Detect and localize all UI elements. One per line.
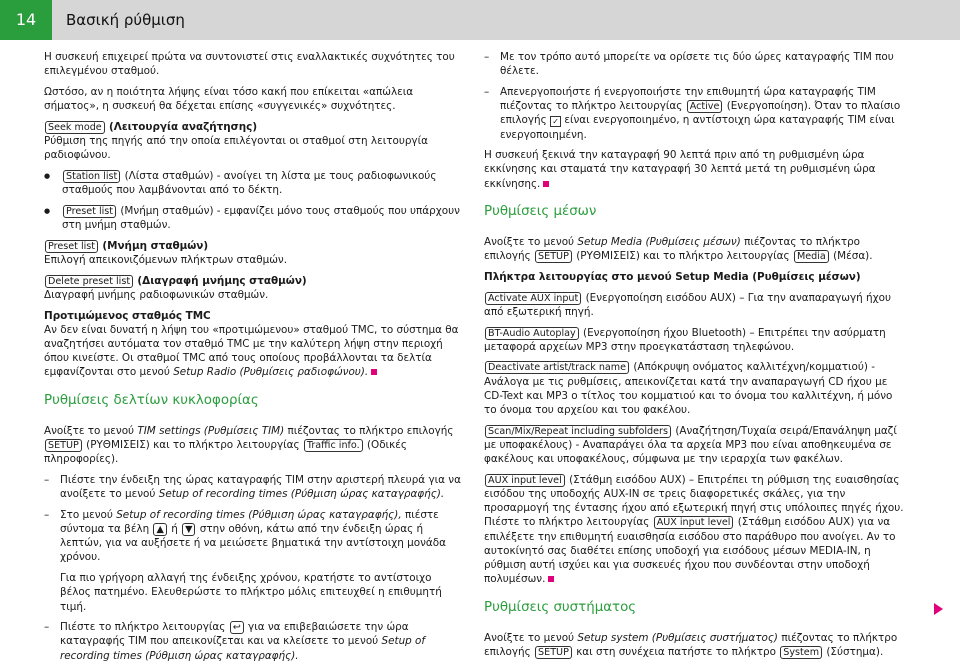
paragraph: Η συσκευή επιχειρεί πρώτα να συντονιστεί στις εναλλακτικές συχνότητες του επιλεγμένου σταθμού. [44, 51, 455, 78]
preset-list-key: Preset list [45, 240, 98, 253]
aux-level-block: AUX input level (Στάθμη εισόδου AUX) – Επιτρέπει τη ρύθμιση της ευαισθησίας εισόδου της υποδοχής AUX-IN σε τρεις διαφορετικές σκάλες, για την προσαρμογή της έντασης ήχου από εξωτερική πηγή στις υπόλοιπες πηγές ήχου. Πιέστε το πλήκτρο λειτουργίας AUX input level (Στάθμη εισόδου AUX) για να επιλέξετε την επιθυμητή ευαισθησία εισόδου στο παράθυρο που ανοίγει. Αν το αυτοκίνητό σας διαθέτει επίσης υποδοχή για εισόδους μέσων MEDIA-IN, η ρύθμιση αυτή ισχύει και για συσκευές ήχου που συνδέονται στην υποδοχή πολυμέσων. [484, 473, 904, 586]
list-item: – Στο μενού Setup of recording times (Ρύθμιση ώρας καταγραφής), πιέστε σύντομα τα βέλη ▲ ή ▼ στην οθόνη, κάτω από την ένδειξη ώρας ή λεπτών, για να αυξήσετε ή να μειώσετε βηματικά την αντίστοιχη μονάδα χρόνου. [44, 508, 464, 565]
tmc-title: Προτιμώμενος σταθμός TMC [44, 309, 211, 322]
aux-block: Activate AUX input (Ενεργοποίηση εισόδου AUX) – Για την αναπαραγωγή ήχου από εξωτερική πηγή. [484, 291, 892, 318]
seek-mode-key: Seek mode [45, 121, 105, 134]
note: Για πιο γρήγορη αλλαγή της ένδειξης χρόνου, κρατήστε το αντίστοιχο βέλος πατημένο. Ελευθερώστε το πλήκτρο μόλις επιτευχθεί η επιθυμητή τιμή. [60, 572, 442, 613]
tmc-block: Προτιμώμενος σταθμός TMC Αν δεν είναι δυνατή η λήψη του «προτιμώμενου» σταθμού TMC, το σύστημα θα αναζητήσει αυτόματα τον σταθμό TMC με την καλύτερη λήψη στην περιοχή όπου κινείστε. Οι σταθμοί TMC από τους οποίους προβάλλονται τα δελτία εμφανίζονται στο μενού Setup Radio (Ρυθμίσεις ραδιοφώνου). [44, 309, 459, 379]
section-end-mark [543, 181, 549, 187]
seek-mode-desc: Ρύθμιση της πηγής από την οποία επιλέγονται οι σταθμοί στη λειτουργία ραδιοφώνου. [44, 135, 428, 162]
scan-mix-repeat-key: Scan/Mix/Repeat including subfolders [485, 425, 671, 438]
bt-block: BT-Audio Autoplay (Ενεργοποίηση ήχου Bluetooth) – Επιτρέπει την ασύρματη μεταφορά αρχείων MP3 στην προεγκατάσταση τηλεφώνου. [484, 326, 886, 353]
right-column [484, 50, 904, 666]
list-item: – Απενεργοποιήστε ή ενεργοποιήστε την επιθυμητή ώρα καταγραφής TIM πιέζοντας το πλήκτρο λειτουργίας Active (Ενεργοποίηση). Όταν το πλαίσιο επιλογής ✓ είναι ενεργοποιημένο, η αντίστοιχη ώρα καταγραφής TIM είναι ενεργοποιημένη. [484, 85, 904, 142]
system-intro: Ανοίξτε το μενού Setup system (Ρυθμίσεις συστήματος) πιέζοντας το πλήκτρο επιλογής SETUP και στη συνέχεια πατήστε το πλήκτρο System (Σύστημα). [484, 631, 898, 658]
list-item: – Πιέστε το πλήκτρο λειτουργίας ↩ για να επιβεβαιώσετε την ώρα καταγραφής TIM που απεικονίζεται και να κλείσετε το μενού Setup of recording times (Ρύθμιση ώρας καταγραφής). [44, 620, 464, 663]
checkbox-checked-icon: ✓ [550, 116, 561, 127]
preset-list-key: Preset list [63, 205, 116, 218]
traffic-intro: Ανοίξτε το μενού TIM settings (Ρυθμίσεις TIM) πιέζοντας το πλήκτρο επιλογής SETUP (ΡΥΘΜΙΣΕΙΣ) και το πλήκτρο λειτουργίας Traffic info. (Οδικές πληροφορίες). [44, 424, 454, 466]
media-key: Media [794, 250, 829, 263]
preset-list-block: Preset list (Μνήμη σταθμών) Επιλογή απεικονιζόμενων πλήκτρων σταθμών. [44, 239, 288, 266]
aux-input-level-key: AUX input level [654, 516, 734, 529]
setup-key: SETUP [45, 439, 82, 452]
function-keys-title: Πλήκτρα λειτουργίας στο μενού Setup Media (Ρυθμίσεις μέσων) [484, 270, 861, 283]
scan-block: Scan/Mix/Repeat including subfolders (Αναζήτηση/Τυχαία σειρά/Επανάληψη μαζί με υποφακέλους) - Αναπαράγει όλα τα αρχεία MP3 που είναι αποθηκευμένα σε φακέλους και υποφακέλους, σύμφωνα με την ιεραρχία των φακέλων. [484, 424, 897, 466]
section-heading-traffic: Ρυθμίσεις δελτίων κυκλοφορίας [44, 392, 259, 408]
list-item: ● Preset list (Μνήμη σταθμών) - εμφανίζει μόνο τους σταθμούς που υπάρχουν στη μνήμη σταθμών. [44, 204, 464, 232]
station-list-key: Station list [63, 170, 120, 183]
activate-aux-key: Activate AUX input [485, 292, 581, 305]
deactivate-artist-key: Deactivate artist/track name [485, 361, 629, 374]
arrow-up-icon: ▲ [153, 523, 166, 536]
bt-audio-key: BT-Audio Autoplay [485, 327, 579, 340]
section-heading-system: Ρυθμίσεις συστήματος [484, 599, 637, 615]
section-end-mark [548, 576, 554, 582]
setup-key: SETUP [535, 250, 572, 263]
paragraph: Η συσκευή ξεκινά την καταγραφή 90 λεπτά πριν από τη ρυθμισμένη ώρα εκκίνησης και σταματά την καταγραφή 30 λεπτά μετά τη ρυθμισμένη ώρα εκκίνησης. [484, 149, 876, 190]
aux-input-level-key: AUX input level [485, 474, 565, 487]
delete-preset-block: Delete preset list (Διαγραφή μνήμης σταθμών) Διαγραφή μνήμης ραδιοφωνικών σταθμών. [44, 274, 307, 301]
system-key: System [780, 646, 822, 659]
setup-key: SETUP [535, 646, 572, 659]
delete-preset-list-key: Delete preset list [45, 275, 133, 288]
seek-mode-block [44, 120, 464, 163]
traffic-info-key: Traffic info. [304, 439, 363, 452]
page-number: 14 [0, 0, 52, 40]
list-item: – Με τον τρόπο αυτό μπορείτε να ορίσετε τις δύο ώρες καταγραφής TIM που θέλετε. [484, 50, 904, 78]
section-heading-media: Ρυθμίσεις μέσων [484, 203, 597, 219]
back-arrow-icon: ↩ [230, 621, 244, 634]
deactivate-block: Deactivate artist/track name (Απόκρυψη ονόματος καλλιτέχνη/κομματιού) - Ανάλογα με τις ρυθμίσεις, απεικονίζεται κατά την αναπαραγωγή CD ήχου με CD-Text και MP3 ο τίτλος του κομματιού και το όνομα του καλλιτέχνη, ή μόνο το όνομα του αρχείου και του φακέλου. [484, 361, 893, 417]
seek-mode-title: (Λειτουργία αναζήτησης) [109, 120, 258, 133]
paragraph: Ωστόσο, αν η ποιότητα λήψης είναι τόσο κακή που επίκειται «απώλεια σήματος», η συσκευή θα δέχεται επίσης «συγγενικές» συχνότητες. [44, 85, 414, 113]
list-item: ● Station list (Λίστα σταθμών) - ανοίγει τη λίστα με τους ραδιοφωνικούς σταθμούς που λαμβάνονται από το δέκτη. [44, 169, 464, 197]
next-page-arrow-icon [934, 603, 943, 615]
list-item: – Πιέστε την ένδειξη της ώρας καταγραφής TIM στην αριστερή πλευρά για να ανοίξετε το μενού Setup of recording times (Ρύθμιση ώρας καταγραφής). [44, 473, 464, 501]
section-end-mark [371, 369, 377, 375]
left-column [44, 50, 464, 669]
active-key: Active [687, 100, 723, 113]
media-intro: Ανοίξτε το μενού Setup Media (Ρυθμίσεις μέσων) πιέζοντας το πλήκτρο επιλογής SETUP (ΡΥΘΜΙΣΕΙΣ) και το πλήκτρο λειτουργίας Media (Μέσα). [484, 236, 873, 263]
page-header [0, 0, 960, 40]
page-title: Βασική ρύθμιση [66, 11, 185, 29]
arrow-down-icon: ▼ [182, 523, 195, 536]
